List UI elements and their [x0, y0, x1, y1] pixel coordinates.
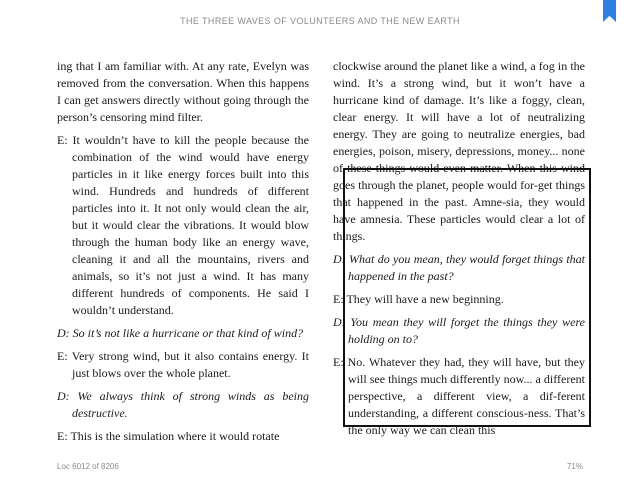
- paragraph: D: You mean they will forget the things they were holding on to?: [333, 315, 585, 346]
- paragraph: E: No. Whatever they had, they will have, but they will see things much differently now... a different perspective, a different view, a dif-ferent understanding, a different conscious-ness. That’s the only way we can clean this: [333, 355, 585, 437]
- paragraph: E: They will have a new beginning.: [333, 292, 504, 306]
- book-title: THE THREE WAVES OF VOLUNTEERS AND THE NEW EARTH: [180, 16, 460, 26]
- paragraph: E: Very strong wind, but it also contains energy. It just blows over the whole planet.: [57, 349, 309, 380]
- paragraph: ing that I am familiar with. At any rate, Evelyn was removed from the conversation. When this happens I can get answers directly without going through the person’s censoring mind filter.: [57, 59, 309, 124]
- right-column: [333, 58, 585, 445]
- location-indicator: Loc 6012 of 8206: [57, 462, 119, 471]
- paragraph: D: We always think of strong winds as being destructive.: [57, 389, 309, 420]
- percent-indicator: 71%: [566, 462, 583, 471]
- left-column: [57, 58, 309, 451]
- paragraph: E: This is the simulation where it would rotate: [57, 429, 280, 443]
- paragraph: D: So it’s not like a hurricane or that kind of wind?: [57, 326, 304, 340]
- paragraph: clockwise around the planet like a wind, a fog in the wind. It’s a strong wind, but it won’t have a hurricane kind of damage. It’s like a foggy, clean, clear energy. It will have a lot of neutralizing energy. They are going to neutralize energies, bad energies, poison, misery, depressions, money... none of these things would even matter. When this wind goes through the planet, people would for-get things that happened in the past. Amne-sia, they would have amnesia. These particles would clear a lot of things.: [333, 59, 585, 243]
- paragraph: E: It wouldn’t have to kill the people because the combination of the wind would have energy particles in it like energy forces built into this wind. Hundreds and hundreds of different particles into it. It not only would clean the air, but it would clear the vibrations. It would blow through the human body like an energy wave, cleaning it and all the mountains, rivers and animals, so it’s not just a wind. It has many different hundreds of components. He said I wouldn’t understand.: [57, 133, 309, 317]
- paragraph: D: What do you mean, they would forget things that happened in the past?: [333, 252, 585, 283]
